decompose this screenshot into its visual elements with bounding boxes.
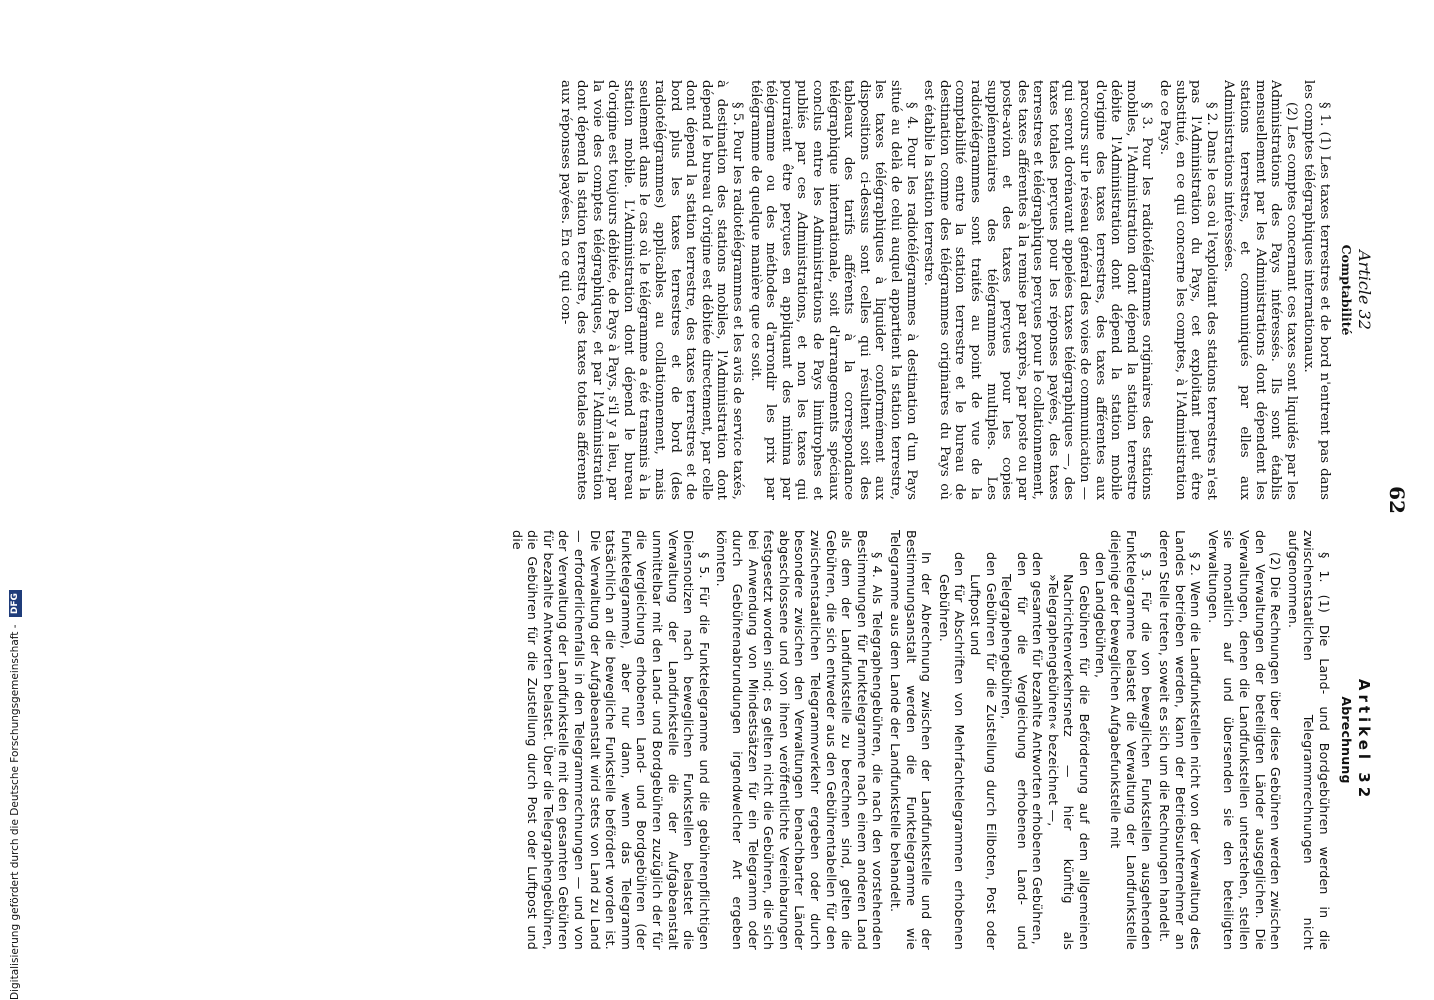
french-paragraph: § 5. Pour les radiotélégrammes et les avis de service taxés, à destination des stations mobiles, l'Administration dont dépend le bureau d'origine est débitée directement, par celle dont dépend la station terrestre, des taxes terrestres et de bord plus les taxes terrestres et de bord (des radiotélégrammes) applicables au collationnement, mais seulement dans le cas où le télégramme a été transmis à la station mobile. L'Administration dont dépend le bureau d'origine est toujours débitée, de Pays à Pays, s'il y a lieu, par la voie des comptes télégraphiques, et par l'Administration dont dépend la station terrestre, des taxes totales afférentes aux réponses payées. En ce qui con- [558,80,746,500]
german-paragraph: § 5. Für die Funktelegramme und die gebührenpflichtigen Diensnotizen nach beweglichen Funkstellen belastet die Verwaltung der Landfunkstelle die der Aufgabeanstalt unmittelbar mit den Land- und Bordgebühren zuzüglich der für die Vergleichung erhobenen Land- und Bordgebühren (der Funktelegramme), aber nur dann, wenn das Telegramm tatsächlich an die bewegliche Funkstelle befördert worden ist. Die Verwaltung der Aufgabeanstalt wird stets von Land zu Land — erforderlichenfalls in den Telegrammrechnungen — und von der Verwaltung der Landfunkstelle mit den gesamten Gebühren für bezahlte Antworten belastet. Über die Telegraphengebühren, die Gebühren für die Zustellung durch Post oder Luftpost und die [509,530,712,950]
list-item: den Landgebühren, [1092,552,1108,679]
french-article-title: Article 32 [1355,250,1374,330]
french-paragraph: (2) Les comptes concernant ces taxes sont liquidés par les Administrations des Pays intéressés. Ils sont établis mensuellement par les Administrations dont dépendent les stations terrestres, et communiqués par elles aux Administrations intéressées. [1221,80,1299,500]
dfg-logo: DFG [9,590,22,617]
list-item: den Gebühren für die Zustellung durch Eilboten, Post oder Luftpost und [967,552,999,950]
german-paragraph: § 2. Wenn die Landfunkstellen nicht von der Verwaltung des Landes betrieben werden, kann der Betriebsunternehmer an deren Stelle treten, soweit es sich um die Rechnungen handelt. [1157,530,1204,950]
french-paragraph: § 4. Pour les radiotélégrammes à destination d'un Pays situé au delà de celui auquel appartient la station terrestre, les taxes télégraphiques à liquider conformément aux dispositions ci-dessus sont celles qui résultent soit des tableaux des tarifs afférents à la correspondance télégraphique internationale, soit d'arrangements spéciaux conclus entre les Administrations de Pays limitrophes et publiés par ces Administrations, et non les taxes qui pourraient être perçues en appliquant des minima par télégramme ou des méthodes d'arrondir les prix par télégramme de quelque manière que ce soit. [747,80,919,500]
german-article-title: Artikel 32 [1355,678,1373,802]
german-charge-list [936,552,1108,950]
german-paragraph: § 1. (1) Die Land- und Bordgebühren werden in die zwischenstaatlichen Telegrammrechnungen nicht aufgenommen. [1285,530,1332,950]
list-item: den gesamten für bezahlte Antworten erhobenen Gebühren, [1030,552,1046,945]
footer-text: Digitalisierung gefördert durch die Deutsche Forschungsgemeinschaft - [9,624,21,1000]
french-paragraph: § 2. Dans le cas où l'exploitant des stations terrestres n'est pas l'Administration du Pays, cet exploitant peut être substitué, en ce qui concerne les comptes, à l'Administration de ce Pays. [1157,80,1219,500]
french-paragraph: § 1. (1) Les taxes terrestres et de bord n'entrent pas dans les comptes télégraphiques internationaux. [1301,80,1332,500]
french-paragraph: § 3. Pour les radiotélégrammes originaires des stations mobiles, l'Administration dont dépend la station terrestre débite l'Administration dont dépend la station mobile d'origine des taxes terrestres, des taxes afférentes aux parcours sur le réseau général des voies de communication — qui seront dorénavant appelées taxes télégraphiques —, des taxes totales perçues pour les réponses payées, des taxes terrestres et télégraphiques perçues pour le collationnement, des taxes afférentes à la remise par exprès, par poste ou par poste-avion et des taxes perçues pour les copies supplémentaires des télégrammes multiples. Les radiotélégrammes sont traités au point de vue de la comptabilité entre la station terrestre et le bureau de destination comme des télégrammes originaires du Pays où est établie la station terrestre. [921,80,1155,500]
german-paragraph: (2) Die Rechnungen über diese Gebühren werden zwischen den Verwaltungen der beteiligten Länder ausgeglichen. Die Verwaltungen, denen die Landfunkstellen unterstehen, stellen sie monatlich auf und übersenden sie den beteiligten Verwaltungen. [1205,530,1284,950]
french-article-subtitle: Comptabilité [1339,244,1354,336]
german-article-subtitle: Abrechnung [1339,696,1354,784]
german-paragraph: § 4. Als Telegraphengebühren, die nach den vorstehenden Bestimmungen für Funktelegramme nach einem anderen Land als dem der Landfunkstelle zu berechnen sind, gelten die Gebühren, die sich entweder aus den Gebührentabellen für den zwischenstaatlichen Telegrammverkehr ergeben oder durch besondere zwischen den Verwaltungen benachbarter Länder abgeschlossene und von ihnen veröffentlichte Vereinbarungen festgesetzt worden sind; es gelten nicht die Gebühren, die sich bei Anwendung von Mindestsätzen für ein Telegramm oder durch Gebührenabrundungen irgendwelcher Art ergeben könnten. [714,530,886,950]
french-column [114,80,1374,500]
list-item: den Gebühren für die Beförderung auf dem allgemeinen Nachrichtenverkehrsnetz — hier künftig als »Telegraphengebühren« bezeichnet —, [1045,552,1093,950]
german-paragraph: In der Abrechnung zwischen der Landfunkstelle und der Bestimmungsanstalt werden die Funktelegramme wie Telegramme aus dem Lande der Landfunkstelle behandelt. [887,530,935,950]
german-column [114,530,1374,950]
list-item: den für die Vergleichung erhobenen Land- und Telegraphengebühren, [999,552,1030,950]
list-item: den für Abschriften von Mehrfachtelegrammen erhobenen Gebühren. [936,552,968,950]
german-paragraph: § 3. Für die von beweglichen Funkstellen ausgehenden Funktelegramme belastet die Verwaltung der Landfunkstelle diejenige der beweglichen Aufgabefunkstelle mit [1108,530,1155,950]
digitization-footer [5,0,25,1000]
page-number: 62 [1385,486,1409,514]
